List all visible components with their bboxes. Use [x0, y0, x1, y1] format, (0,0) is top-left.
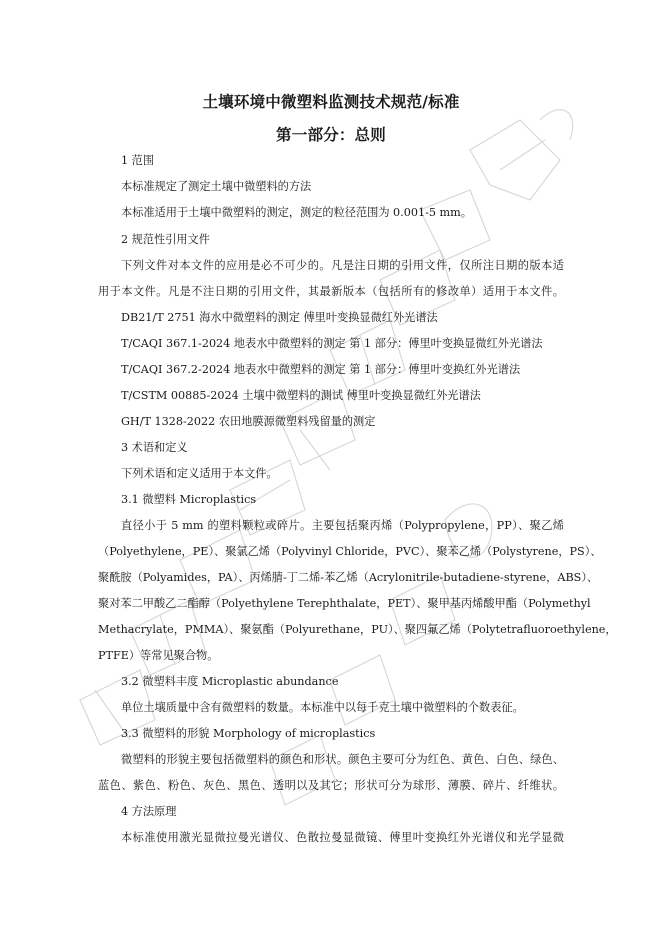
paragraph-line: 聚酰胺（Polyamides，PA）、丙烯腈-丁二烯-苯乙烯（Acrylonitrile-butadiene-styrene，ABS）、 — [98, 571, 599, 584]
reference-item: GH/T 1328-2022 农田地膜源微塑料残留量的测定 — [121, 415, 376, 428]
reference-item: DB21/T 2751 海水中微塑料的测定 傅里叶变换显微红外光谱法 — [121, 311, 438, 324]
document-title: 土壤环境中微塑料监测技术规范/标准 — [202, 92, 460, 111]
paragraph-line: 本标准使用激光显微拉曼光谱仪、色散拉曼显微镜、傅里叶变换红外光谱仪和光学显微 — [121, 831, 564, 844]
term-heading: 3.2 微塑料丰度 Microplastic abundance — [121, 675, 339, 688]
reference-item: T/CAQI 367.1-2024 地表水中微塑料的测定 第 1 部分：傅里叶变换显微红外光谱法 — [121, 337, 543, 350]
paragraph-line: （Polyethylene，PE）、聚氯乙烯（Polyvinyl Chloride，PVC）、聚苯乙烯（Polystyrene，PS）、 — [98, 545, 602, 558]
paragraph-line: 本标准适用于土壤中微塑料的测定，测定的粒径范围为 0.001-5 mm。 — [121, 206, 472, 219]
reference-item: T/CSTM 00885-2024 土壤中微塑料的测试 傅里叶变换显微红外光谱法 — [121, 389, 481, 402]
paragraph-line: 下列文件对本文件的应用是必不可少的。凡是注日期的引用文件，仅所注日期的版本适 — [121, 259, 564, 272]
paragraph-line: PTFE）等常见聚合物。 — [98, 649, 219, 662]
paragraph-line: 聚对苯二甲酸乙二酯醇（Polyethylene Terephthalate，PET）、聚甲基丙烯酸甲酯（Polymethyl — [98, 597, 591, 610]
term-heading: 3.3 微塑料的形貌 Morphology of microplastics — [121, 727, 376, 740]
section-heading-3: 3 术语和定义 — [121, 441, 188, 454]
paragraph-line: 下列术语和定义适用于本文件。 — [121, 467, 278, 480]
paragraph-line: 单位土壤质量中含有微塑料的数量。本标准中以每千克土壤中微塑料的个数表征。 — [121, 701, 524, 714]
paragraph-line: 蓝色、紫色、粉色、灰色、黑色、透明以及其它；形状可分为球形、薄膜、碎片、纤维状。 — [98, 779, 564, 792]
paragraph-line: Methacrylate，PMMA）、聚氨酯（Polyurethane，PU）、聚四氟乙烯（Polytetrafluoroethylene， — [98, 623, 617, 636]
section-heading-1: 1 范围 — [121, 154, 155, 167]
section-heading-2: 2 规范性引用文件 — [121, 233, 210, 246]
paragraph-line: 微塑料的形貌主要包括微塑料的颜色和形状。颜色主要可分为红色、黄色、白色、绿色、 — [121, 753, 564, 766]
document-subtitle: 第一部分：总则 — [276, 125, 386, 144]
paragraph-line: 本标准规定了测定土壤中微塑料的方法 — [121, 180, 312, 193]
paragraph-line: 直径小于 5 mm 的塑料颗粒或碎片。主要包括聚丙烯（Polypropylene，PP）、聚乙烯 — [121, 519, 564, 532]
reference-item: T/CAQI 367.2-2024 地表水中微塑料的测定 第 1 部分：傅里叶变换红外光谱法 — [121, 363, 521, 376]
paragraph-line: 用于本文件。凡是不注日期的引用文件，其最新版本（包括所有的修改单）适用于本文件。 — [98, 285, 564, 298]
section-heading-4: 4 方法原理 — [121, 805, 177, 818]
term-heading: 3.1 微塑料 Microplastics — [121, 493, 257, 506]
